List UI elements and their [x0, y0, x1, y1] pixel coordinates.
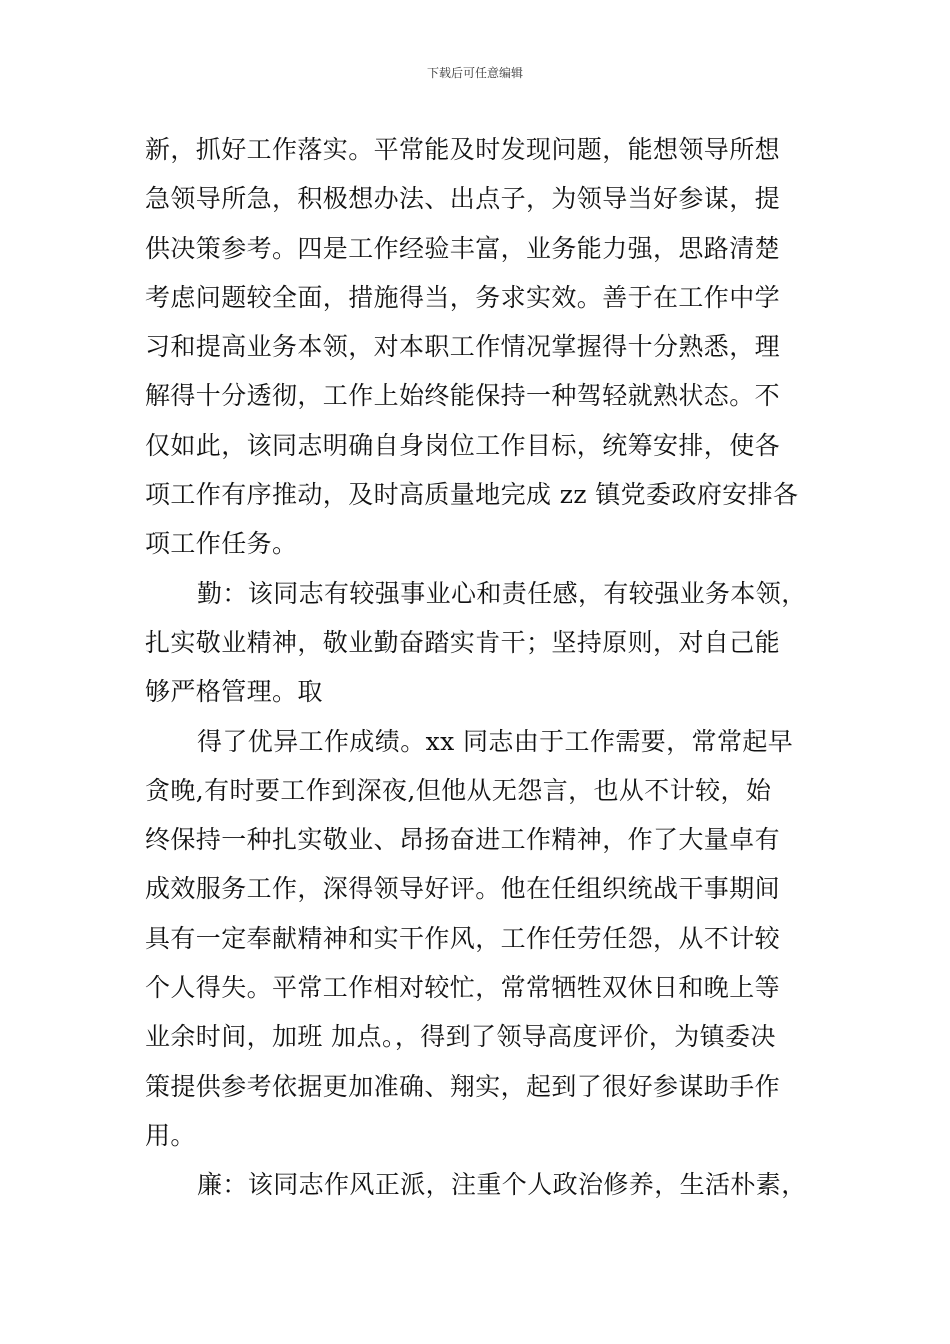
text-line: 新，抓好工作落实。平常能及时发现问题，能想领导所想: [145, 135, 781, 164]
page-header: 下载后可任意编辑: [426, 66, 523, 80]
text-line: 个人得失。平常工作相对较忙，常常牺牲双休日和晚上等: [145, 973, 781, 1003]
text-line: 够严格管理。取: [145, 677, 323, 707]
text-line: 成效服务工作，深得领导好评。他在任组织统战干事期间: [145, 874, 781, 904]
document-body: [145, 125, 809, 1210]
text-line: 具有一定奉献精神和实干作风，工作任劳任怨，从不计较: [145, 923, 781, 953]
text-line: 项工作有序推动，及时高质量地完成 zz 镇党委政府安排各: [145, 480, 799, 510]
text-line: 解得十分透彻，工作上始终能保持一种驾轻就熟状态。不: [145, 381, 781, 411]
text-line: 急领导所急，积极想办法、出点子，为领导当好参谋，提: [145, 184, 781, 214]
paragraph: [145, 125, 809, 569]
text-line: 供决策参考。四是工作经验丰富，业务能力强，思路清楚: [145, 233, 781, 263]
text-line: 业余时间，加班 加点。，得到了领导高度评价，为镇委决: [145, 1022, 776, 1052]
paragraph: [145, 1160, 809, 1209]
text-line: 习和提高业务本领，对本职工作情况掌握得十分熟悉，理: [145, 332, 781, 362]
paragraph: [145, 717, 809, 1161]
text-line: 廉：该同志作风正派，注重个人政治修养，生活朴素，: [197, 1170, 807, 1200]
text-line: 勤：该同志有较强事业心和责任感，有较强业务本领，: [197, 578, 807, 608]
text-line: 得了优异工作成绩。xx 同志由于工作需要，常常起早: [197, 726, 794, 756]
text-line: 贪晚,有时要工作到深夜,但他从无怨言，也从不计较，始: [145, 775, 772, 805]
text-line: 扎实敬业精神，敬业勤奋踏实肯干；坚持原则，对自己能: [145, 627, 781, 657]
text-line: 终保持一种扎实敬业、昂扬奋进工作精神，作了大量卓有: [145, 825, 781, 855]
text-line: 用。: [145, 1120, 196, 1150]
text-line: 策提供参考依据更加准确、翔实，起到了很好参谋助手作: [145, 1071, 781, 1101]
paragraph: [145, 569, 809, 717]
text-line: 仅如此，该同志明确自身岗位工作目标，统筹安排，使各: [145, 430, 781, 460]
text-line: 项工作任务。: [145, 529, 298, 559]
text-line: 考虑问题较全面，措施得当，务求实效。善于在工作中学: [145, 282, 781, 312]
